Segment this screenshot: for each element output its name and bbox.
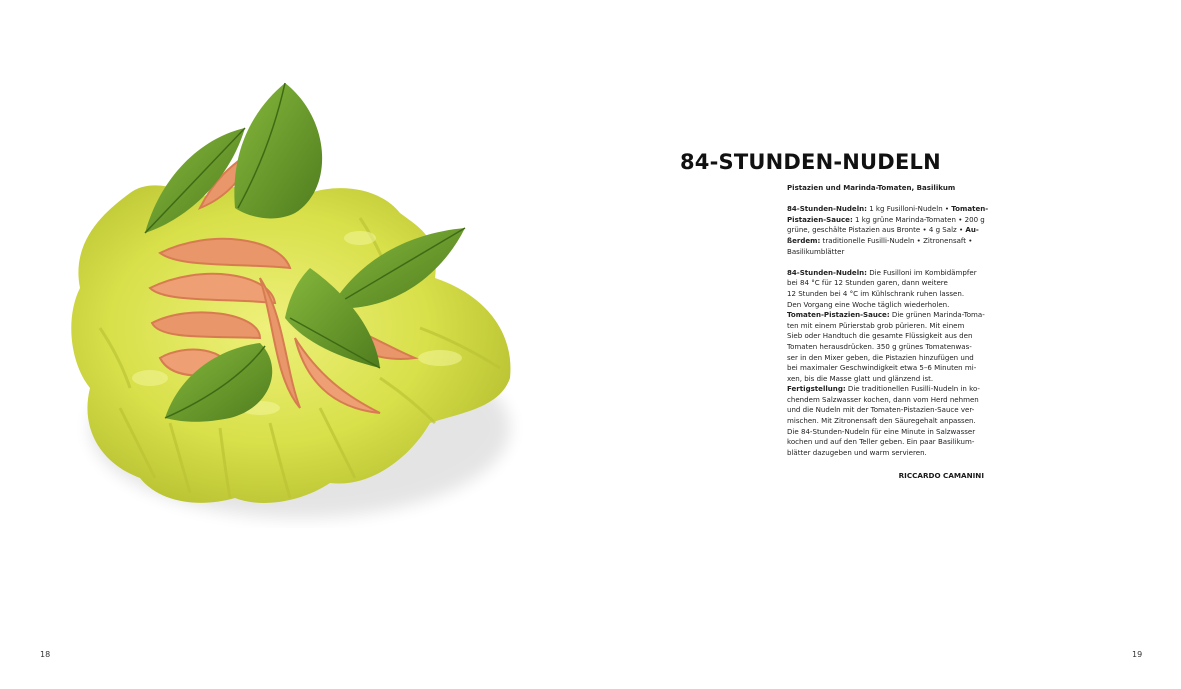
page-number-left: 18 xyxy=(40,650,51,659)
text-run: xen, bis die Masse glatt und glänzend ist. xyxy=(787,373,934,383)
method-paragraph xyxy=(787,268,987,459)
method-line xyxy=(787,416,987,427)
ingredients-line xyxy=(787,236,987,247)
text-run: blätter dazugeben und warm servieren. xyxy=(787,447,927,457)
text-run: bei 84 °C für 12 Stunden garen, dann weitere xyxy=(787,278,948,288)
method-line xyxy=(787,278,987,289)
page-number-right: 19 xyxy=(1132,650,1143,659)
method-line xyxy=(787,310,987,321)
method-line xyxy=(787,437,987,448)
text-run: Die Fusilloni im Kombidämpfer xyxy=(866,267,977,277)
bold-run: Fertigstellung: xyxy=(787,384,846,394)
method-line xyxy=(787,374,987,385)
bold-run: Tomaten-Pistazien-Sauce: xyxy=(787,310,890,320)
method-line xyxy=(787,395,987,406)
bold-run: 84-Stunden-Nudeln: xyxy=(787,267,867,277)
recipe-subtitle: Pistazien und Marinda-Tomaten, Basilikum xyxy=(787,183,956,192)
method-line xyxy=(787,300,987,311)
text-run: 1 kg grüne Marinda-Tomaten • 200 g xyxy=(852,214,985,224)
bold-run: Au- xyxy=(965,225,979,235)
text-run: Die traditionellen Fusilli-Nudeln in ko- xyxy=(845,384,980,394)
method-line xyxy=(787,363,987,374)
text-run: bei maximaler Geschwindigkeit etwa 5–6 Minuten mi- xyxy=(787,363,977,373)
method-line xyxy=(787,384,987,395)
text-run: ser in den Mixer geben, die Pistazien hinzufügen und xyxy=(787,352,974,362)
method-line xyxy=(787,331,987,342)
ingredients-line xyxy=(787,225,987,236)
text-run: ten mit einem Pürierstab grob pürieren. Mit einem xyxy=(787,320,965,330)
text-run: Die grünen Marinda-Toma- xyxy=(889,310,985,320)
recipe-title: 84-STUNDEN-NUDELN xyxy=(680,150,941,174)
method-line xyxy=(787,448,987,459)
method-line xyxy=(787,342,987,353)
text-run: mischen. Mit Zitronensaft den Säuregehalt anpassen. xyxy=(787,416,976,426)
text-run: und die Nudeln mit der Tomaten-Pistazien-Sauce ver- xyxy=(787,405,975,415)
ingredients-paragraph xyxy=(787,204,987,257)
text-run: Basilikumblätter xyxy=(787,246,845,256)
bold-run: Tomaten- xyxy=(951,204,989,214)
method-line xyxy=(787,321,987,332)
text-run: Den Vorgang eine Woche täglich wiederholen. xyxy=(787,299,950,309)
pasta-dish-photo xyxy=(60,78,530,528)
text-run: 12 Stunden bei 4 °C im Kühlschrank ruhen lassen. xyxy=(787,288,965,298)
ingredients-line xyxy=(787,204,987,215)
ingredients-line xyxy=(787,215,987,226)
bold-run: Pistazien-Sauce: xyxy=(787,214,853,224)
method-line xyxy=(787,353,987,364)
method-line xyxy=(787,268,987,279)
method-line xyxy=(787,289,987,300)
text-run: kochen und auf den Teller geben. Ein paar Basilikum- xyxy=(787,437,975,447)
recipe-body xyxy=(787,183,987,469)
bold-run: 84-Stunden-Nudeln: xyxy=(787,204,867,214)
text-run: Die 84-Stunden-Nudeln für eine Minute in Salzwasser xyxy=(787,426,976,436)
text-run: 1 kg Fusilloni-Nudeln • xyxy=(866,204,952,214)
bold-run: ßerdem: xyxy=(787,235,821,245)
text-run: Tomaten herausdrücken. 350 g grünes Tomatenwas- xyxy=(787,341,972,351)
text-run: grüne, geschälte Pistazien aus Bronte • 4 g Salz • xyxy=(787,225,966,235)
ingredients-line xyxy=(787,247,987,258)
text-run: traditionelle Fusilli-Nudeln • Zitronensaft • xyxy=(820,235,973,245)
text-run: chendem Salzwasser kochen, dann vom Herd nehmen xyxy=(787,394,979,404)
chef-name: RICCARDO CAMANINI xyxy=(898,471,984,480)
method-line xyxy=(787,405,987,416)
text-run: Sieb oder Handtuch die gesamte Flüssigkeit aus den xyxy=(787,331,973,341)
method-line xyxy=(787,427,987,438)
